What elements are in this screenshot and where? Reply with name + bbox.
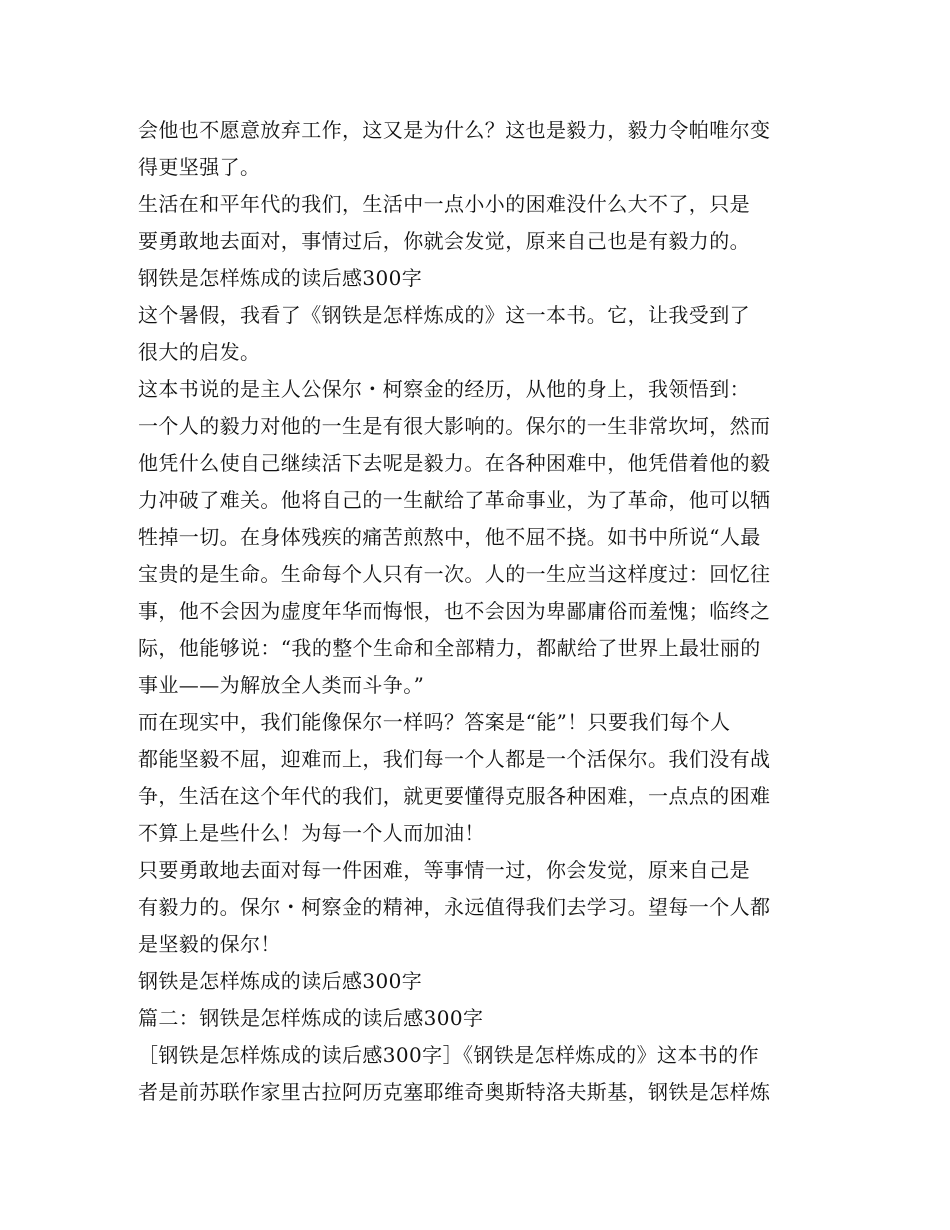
text-line: 有毅力的。保尔・柯察金的精神，永远值得我们去学习。望每一个人都 — [138, 895, 771, 919]
text-line: 力冲破了难关。他将自己的一生献给了革命事业，为了革命，他可以牺 — [138, 488, 771, 512]
text-line: 而在现实中，我们能像保尔一样吗？答案是“能”！只要我们每个人 — [138, 710, 731, 734]
document-body — [138, 112, 818, 1111]
text-line: 都能坚毅不屈，迎难而上，我们每一个人都是一个活保尔。我们没有战 — [138, 747, 771, 771]
text-line: ［钢铁是怎样炼成的读后感300字］《钢铁是怎样炼成的》这本书的作 — [138, 1043, 759, 1067]
text-line: 生活在和平年代的我们，生活中一点小小的困难没什么大不了，只是 — [138, 192, 750, 216]
text-line: 宝贵的是生命。生命每个人只有一次。人的一生应当这样度过：回忆往 — [138, 562, 771, 586]
text-line: 得更坚强了。 — [138, 155, 261, 179]
text-line: 他凭什么使自己继续活下去呢是毅力。在各种困难中，他凭借着他的毅 — [138, 451, 771, 475]
section-heading: 钢铁是怎样炼成的读后感300字 — [138, 266, 423, 290]
text-line: 者是前苏联作家里古拉阿历克塞耶维奇奥斯特洛夫斯基，钢铁是怎样炼 — [138, 1080, 771, 1104]
section-heading: 篇二：钢铁是怎样炼成的读后感300字 — [138, 1006, 484, 1030]
text-line: 是坚毅的保尔！ — [138, 932, 281, 956]
text-line: 这个暑假，我看了《钢铁是怎样炼成的》这一本书。它，让我受到了 — [138, 303, 750, 327]
text-line: 争，生活在这个年代的我们，就更要懂得克服各种困难，一点点的困难 — [138, 784, 771, 808]
text-line: 不算上是些什么！为每一个人而加油！ — [138, 821, 485, 845]
text-line: 只要勇敢地去面对每一件困难，等事情一过，你会发觉，原来自己是 — [138, 858, 750, 882]
text-line: 很大的启发。 — [138, 340, 261, 364]
text-line: 一个人的毅力对他的一生是有很大影响的。保尔的一生非常坎坷，然而 — [138, 414, 771, 438]
text-line: 际，他能够说：“我的整个生命和全部精力，都献给了世界上最壮丽的 — [138, 636, 761, 660]
section-heading: 钢铁是怎样炼成的读后感300字 — [138, 969, 423, 993]
text-line: 这本书说的是主人公保尔・柯察金的经历，从他的身上，我领悟到： — [138, 377, 750, 401]
text-line: 事，他不会因为虚度年华而悔恨，也不会因为卑鄙庸俗而羞愧；临终之 — [138, 599, 771, 623]
text-line: 事业——为解放全人类而斗争。” — [138, 673, 425, 697]
text-line: 会他也不愿意放弃工作，这又是为什么？这也是毅力，毅力令帕唯尔变 — [138, 118, 771, 142]
text-line: 牲掉一切。在身体残疾的痛苦煎熬中，他不屈不挠。如书中所说“人最 — [138, 525, 761, 549]
text-line: 要勇敢地去面对，事情过后，你就会发觉，原来自己也是有毅力的。 — [138, 229, 750, 253]
